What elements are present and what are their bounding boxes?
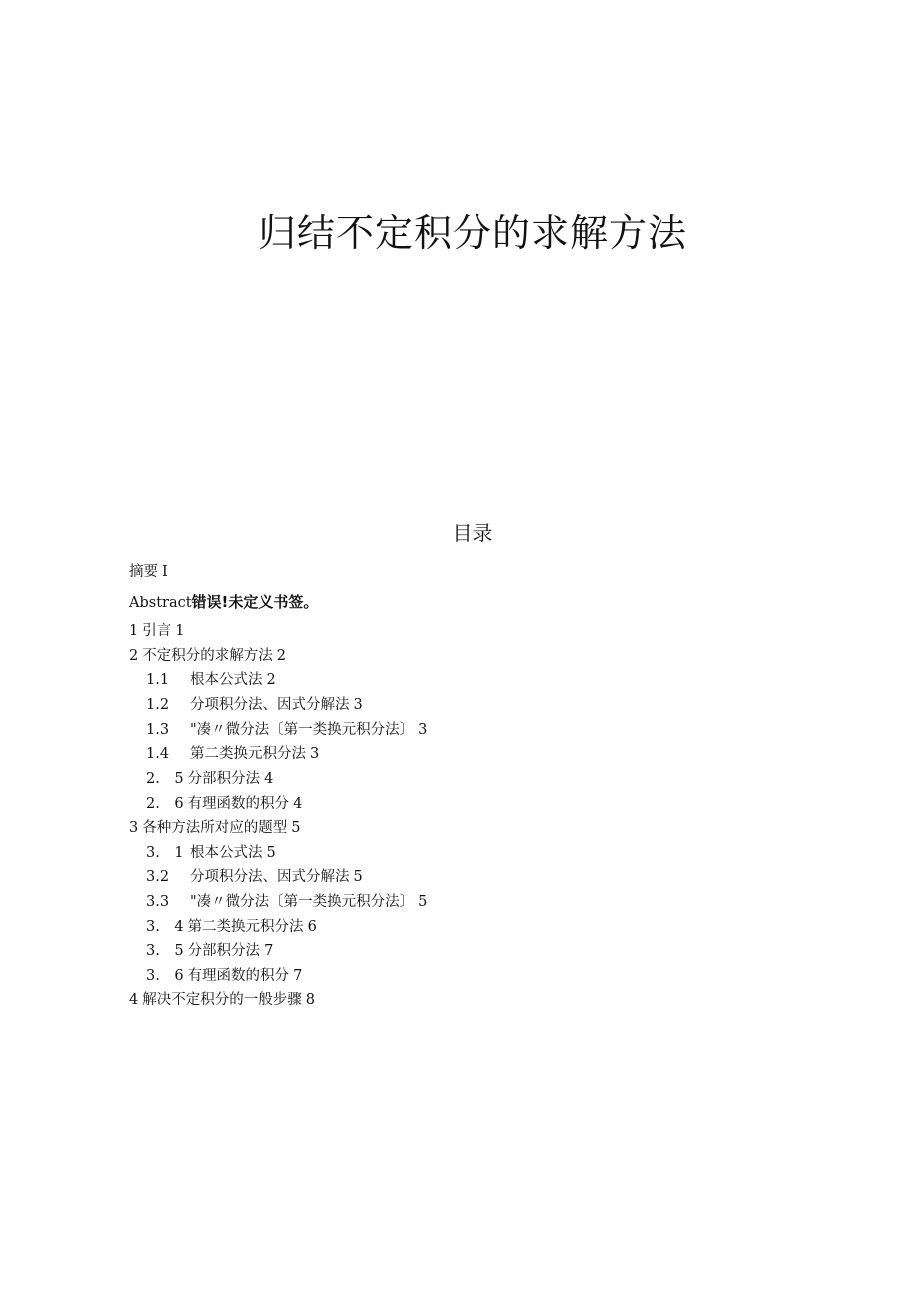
toc-entry-page: 5 xyxy=(291,820,301,836)
toc-entry-4[interactable] xyxy=(129,990,315,1010)
toc-entry-text: 根本公式法 xyxy=(190,672,263,688)
toc-entry-page: 1 xyxy=(175,623,185,639)
toc-entry-number: 2. 6 xyxy=(146,796,184,812)
toc-entry-number: 3. 5 xyxy=(146,943,184,959)
toc-entry-3-2[interactable] xyxy=(146,867,363,887)
toc-entry-number: 3. 4 xyxy=(146,919,184,935)
toc-entry-number: 3.2 xyxy=(146,869,170,885)
toc-entry-number: 4 xyxy=(129,992,139,1008)
toc-entry-page: 7 xyxy=(293,968,303,984)
toc-entry-number: 1.3 xyxy=(146,722,170,738)
toc-entry-text: 第二类换元积分法 xyxy=(187,919,304,935)
toc-entry-text: 分部积分法 xyxy=(187,943,261,959)
toc-entry-1-4[interactable] xyxy=(146,744,319,764)
toc-entry-page: 3 xyxy=(310,746,320,762)
toc-entry-3-4[interactable] xyxy=(146,917,317,937)
toc-entry-page: 8 xyxy=(305,992,315,1008)
toc-entry-page: 5 xyxy=(353,869,363,885)
toc-entry-text: 引言 xyxy=(142,623,172,639)
toc-entry-text: 有理函数的积分 xyxy=(187,968,290,984)
toc-entry-number: 3. 6 xyxy=(146,968,184,984)
toc-entry-abstract-cn[interactable] xyxy=(129,562,168,582)
toc-entry-text: 第二类换元积分法 xyxy=(190,746,306,762)
toc-entry-page: 2 xyxy=(276,648,286,664)
toc-entry-text: 分项积分法、因式分解法 xyxy=(190,697,350,713)
toc-entry-number: 2. 5 xyxy=(146,771,184,787)
toc-entry-number: 3 xyxy=(129,820,139,836)
toc-entry-number: 1.4 xyxy=(146,746,170,762)
toc-entry-page-error: 错误!未定义书签。 xyxy=(191,593,319,611)
toc-entry-text: 解决不定积分的一般步骤 xyxy=(142,992,302,1008)
toc-entry-2-5[interactable] xyxy=(146,769,273,789)
toc-entry-2[interactable] xyxy=(129,646,286,666)
toc-entry-number: 1 xyxy=(129,623,139,639)
toc-entry-abstract-en[interactable] xyxy=(129,592,318,613)
toc-entry-text: 分部积分法 xyxy=(187,771,261,787)
toc-entry-text: 分项积分法、因式分解法 xyxy=(190,869,350,885)
toc-entry-1[interactable] xyxy=(129,621,184,641)
toc-entry-number: 1.2 xyxy=(146,697,170,713)
toc-entry-3-1[interactable] xyxy=(146,843,276,863)
document-title: 归结不定积分的求解方法 xyxy=(257,211,687,255)
toc-entry-page: 3 xyxy=(418,722,428,738)
toc-entry-text: 有理函数的积分 xyxy=(187,796,290,812)
toc-entry-page: 4 xyxy=(264,771,274,787)
toc-entry-1-2[interactable] xyxy=(146,695,363,715)
toc-entry-number: 1.1 xyxy=(146,672,170,688)
toc-entry-page: 4 xyxy=(293,796,303,812)
toc-entry-1-3[interactable] xyxy=(146,720,427,740)
toc-entry-page: 5 xyxy=(418,894,428,910)
toc-entry-text: 各种方法所对应的题型 xyxy=(142,820,288,836)
toc-entry-1-1[interactable] xyxy=(146,670,276,690)
toc-entry-page: 2 xyxy=(266,672,276,688)
toc-entry-text: "凑〃微分法〔第一类换元积分法〕 xyxy=(190,894,415,910)
toc-entry-text: 摘要 xyxy=(129,564,158,580)
toc-entry-text: 不定积分的求解方法 xyxy=(142,648,273,664)
toc-entry-3-5[interactable] xyxy=(146,941,273,961)
toc-entry-page: 7 xyxy=(264,943,274,959)
toc-entry-2-6[interactable] xyxy=(146,794,302,814)
toc-entry-page: I xyxy=(162,564,168,580)
toc-entry-number: 2 xyxy=(129,648,139,664)
toc-entry-page: 3 xyxy=(353,697,363,713)
toc-entry-text: Abstract xyxy=(129,595,192,611)
toc-entry-number: 3. 1 xyxy=(146,845,184,861)
toc-entry-3-3[interactable] xyxy=(146,892,427,912)
toc-entry-page: 5 xyxy=(266,845,276,861)
toc-heading: 目录 xyxy=(452,521,493,545)
toc-entry-number: 3.3 xyxy=(146,894,170,910)
toc-entry-3[interactable] xyxy=(129,818,300,838)
toc-entry-3-6[interactable] xyxy=(146,966,302,986)
toc-entry-text: "凑〃微分法〔第一类换元积分法〕 xyxy=(190,722,415,738)
toc-entry-text: 根本公式法 xyxy=(190,845,263,861)
toc-entry-page: 6 xyxy=(307,919,317,935)
